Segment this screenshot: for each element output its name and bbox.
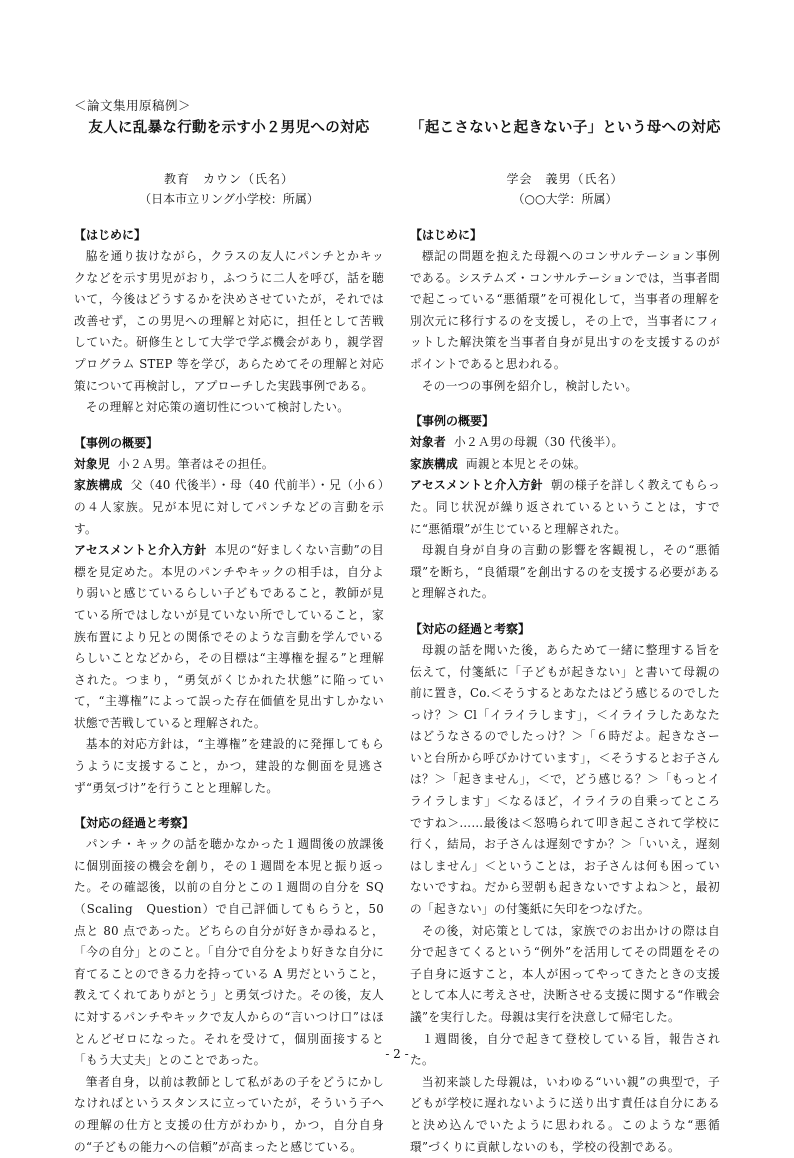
item-text: 父（40 代後半）・母（40 代前半）・兄（小６）の４人家族。兄が本児に対してパンチなどの言動を示す。 bbox=[74, 478, 385, 536]
section-case-overview bbox=[410, 411, 720, 605]
section-heading: 【はじめに】 bbox=[410, 228, 483, 242]
paragraph: １週間後，自分で起きて登校している旨，報告された。 bbox=[410, 1031, 720, 1068]
paragraph: その後，対応策としては，家族でのお出かけの際は自分で起きてくるという“例外”を活用してその問題をその子自身に返すこと，本人が困ってやってきたときの支援として本人に考えさせ，決断させる支援に関する“作戦会議”を実行した。母親は実行を決意して帰宅した。 bbox=[410, 923, 720, 1024]
article-title: 「起こさないと起きない子」という母への対応 bbox=[410, 120, 721, 136]
paragraph: 母親自身が自身の言動の影響を客観視し，その“悪循環”を断ち，“良循環”を創出するのを支援する必要があると理解された。 bbox=[410, 543, 720, 601]
section-process-discussion bbox=[410, 619, 720, 1158]
author-name: 学会 義男（氏名） bbox=[506, 172, 624, 186]
section-heading: 【事例の概要】 bbox=[74, 435, 159, 450]
section-process-discussion bbox=[74, 813, 384, 1158]
section-heading: 【対応の経過と考察】 bbox=[74, 816, 195, 831]
item-text: 両親と本児とその妹。 bbox=[465, 456, 586, 471]
article-title: 友人に乱暴な行動を示す小２男児への対応 bbox=[88, 120, 370, 136]
overview-item bbox=[74, 540, 384, 734]
section-introduction bbox=[410, 225, 720, 397]
author-affiliation: （日本市立リング小学校：所属） bbox=[139, 192, 319, 206]
item-term: 対象者 bbox=[410, 435, 446, 450]
section-case-overview bbox=[74, 433, 384, 800]
author-affiliation: （○○大学：所属） bbox=[512, 192, 618, 206]
paragraph: その理解と対応策の適切性について検討したい。 bbox=[85, 400, 350, 415]
section-introduction bbox=[74, 225, 384, 419]
overview-item bbox=[410, 475, 720, 540]
paragraph: 母親の話を聞いた後，あらためて一緒に整理する旨を伝えて，付箋紙に「子どもが起きない」と書いて母親の前に置き，Co.＜そうするとあなたはどう感じるのでしたっけ？＞ Cl「イライラします」，＜イライラしたあなたはどうなさるのでしたっけ？＞「６時だよ。起きなさーいと台所から呼びかけています」，＜そうするとお子さんは？＞「起きません」，＜で，どう感じる？＞「もっとイライラします」＜なるほど，イライラの自乗ってところですね＞……最後は＜怒鳴られて叩き起こされて学校に行く，結局，お子さんは遅刻ですか？＞「いいえ，遅刻はしません」＜ということは，お子さんは何も困っていないですね。だから翌朝も起きないですよね＞と，最初の「起きない」の付箋紙に矢印をつなげた。 bbox=[410, 642, 720, 917]
overview-item bbox=[74, 454, 384, 476]
item-text: 本児の“好ましくない言動”の目標を見定めた。本児のパンチやキックの相手は，自分より弱いと感じているらしい子どもであること，教師が見ている所ではしないが見ていない所でしていること，家族布置により兄との関係でそのような言動を学んでいるらしいことなどから，その目標は“主導権を握る”と理解された。つまり，“勇気がくじかれた状態”に陥っていて，“主導権”によって誤った存在価値を見出すしかない状態で苦戦していると理解された。 bbox=[74, 543, 385, 730]
section-heading: 【事例の概要】 bbox=[410, 414, 495, 429]
overview-item bbox=[410, 454, 720, 476]
item-term: 家族構成 bbox=[74, 478, 123, 493]
right-article bbox=[410, 116, 720, 1158]
section-heading: 【対応の経過と考察】 bbox=[410, 621, 531, 636]
paragraph: 基本的対応方針は，“主導権”を建設的に発揮してもらうように支援すること，かつ，建設的な側面を見逃さず“勇気づけ”を行うことと理解した。 bbox=[74, 737, 384, 795]
paragraph: パンチ・キックの話を聴かなかった１週間後の放課後に個別面接の機会を創り，その１週間を本児と振り返った。その確認後，以前の自分とこの１週間の自分を SQ（Scaling Question）で自己評価してもらうと，50 点と 80 点であった。どちらの自分が好きか尋ねると，「今の自分」とのこと。「自分で自分をより好きな自分に育てることのできる力を持っている A 男だということ，教えてくれてありがとう」と勇気づけた。その後，友人に対するパンチやキックで友人からの“言いつけ口”はほとんどゼロになった。それを受けて，個別面接すると「もう大丈夫」とのことであった。 bbox=[74, 837, 384, 1068]
item-term: 対象児 bbox=[74, 456, 110, 471]
item-term: アセスメントと介入方針 bbox=[74, 543, 207, 558]
paragraph: 標記の問題を抱えた母親へのコンサルテーション事例である。システムズ・コンサルテーションでは，当事者間で起こっている“悪循環”を可視化して，当事者の理解を別次元に移行するのを支援し，その上で，当事者にフィットした解決策を当事者自身が見出すのを支援するのがポイントであると思われる。 bbox=[410, 249, 720, 371]
paragraph: 筆者自身，以前は教師として私があの子をどうにかしなければというスタンスに立っていたが，そういう子への理解の仕方と支援の仕方がわかり，かつ，自分自身の“子どもの能力への信頼”が高まったと感じている。 bbox=[74, 1074, 384, 1154]
paragraph: その一つの事例を紹介し，検討したい。 bbox=[421, 378, 638, 393]
item-term: アセスメントと介入方針 bbox=[410, 478, 543, 493]
item-text: 朝の様子を詳しく教えてもらった。同じ状況が繰り返されているということは，すでに“悪循環”が生じていると理解された。 bbox=[410, 478, 720, 536]
paragraph: 当初来談した母親は，いわゆる“いい親”の典型で，子どもが学校に遅れないように送り出す責任は自分にあると決め込んでいたように思われる。このような“悪循環”づくりに貢献しないのも，学校の役割である。 bbox=[410, 1074, 720, 1154]
overview-item bbox=[410, 432, 720, 454]
section-heading: 【はじめに】 bbox=[74, 228, 147, 242]
overview-item bbox=[74, 475, 384, 540]
paragraph: 脇を通り抜けながら，クラスの友人にパンチとかキックなどを示す男児がおり，ふつうに二人を呼び，話を聴いて，今後はどうするかを決めさせていたが，それでは改善せず，この男児への理解と対応に，担任として苦戦していた。研修生として大学で学ぶ機会があり，親学習プログラム STEP 等を学び，あらためてその理解と対応策について再検討し，アプローチした実践事例である。 bbox=[74, 249, 384, 393]
item-text: 小２Ａ男。筆者はその担任。 bbox=[117, 456, 274, 471]
item-term: 家族構成 bbox=[410, 456, 458, 471]
author-name: 教育 カウン（氏名） bbox=[163, 172, 294, 186]
manuscript-example-label: ＜論文集用原稿例＞ bbox=[74, 98, 192, 113]
item-text: 小２Ａ男の母親（30 代後半）。 bbox=[453, 435, 624, 450]
left-article bbox=[74, 116, 384, 1158]
page-number: - 2 - bbox=[385, 1047, 409, 1061]
